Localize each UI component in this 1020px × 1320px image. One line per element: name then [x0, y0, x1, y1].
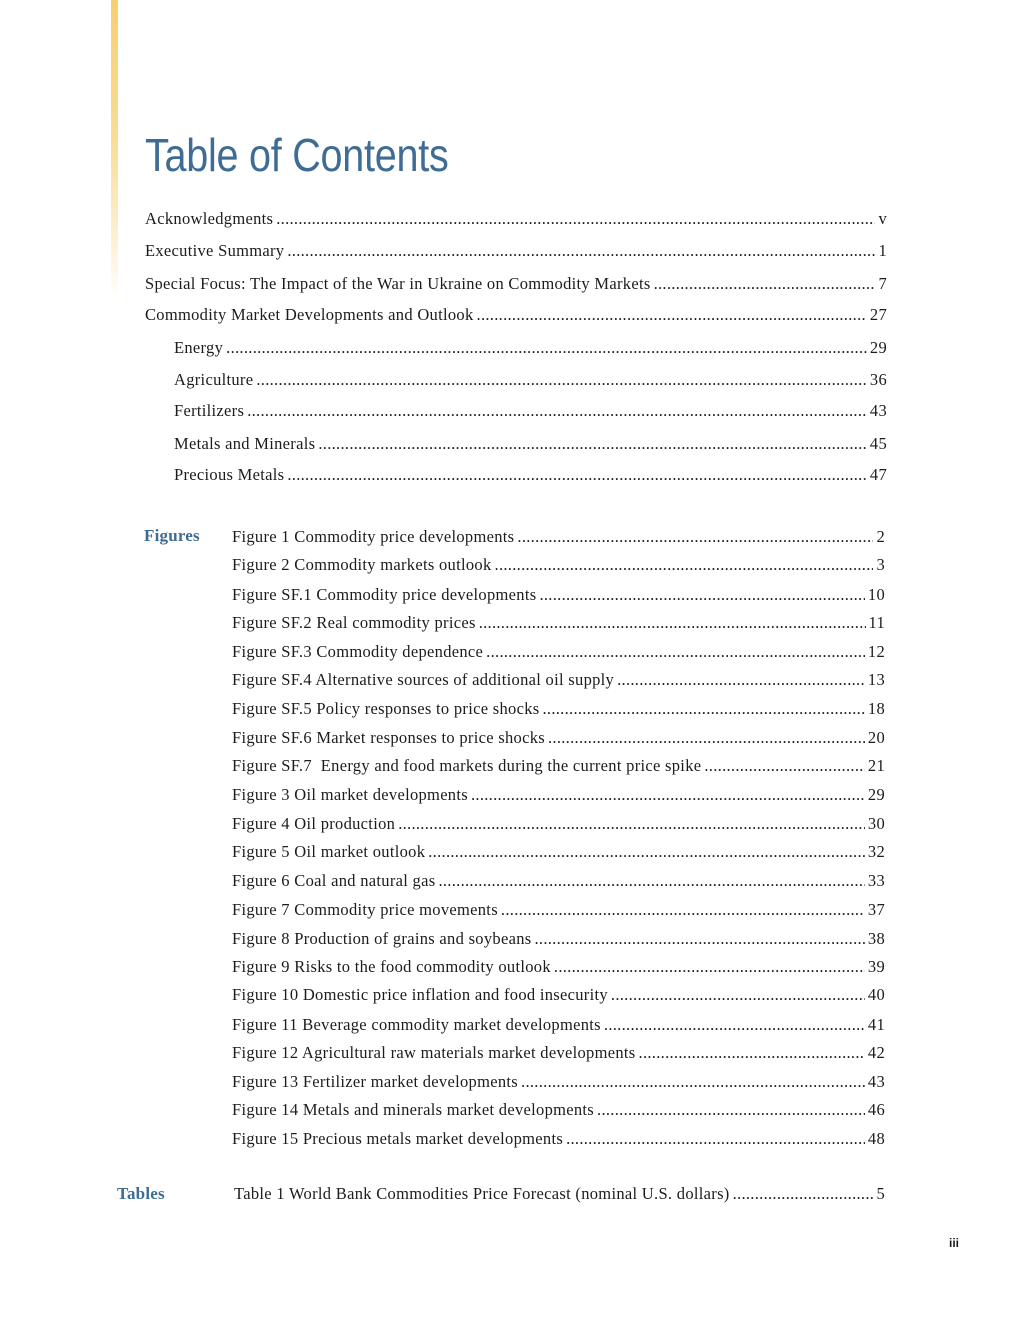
toc-entry-label: Commodity Market Developments and Outlook [145, 305, 474, 324]
toc-entry-special-focus[interactable] [145, 273, 887, 295]
figure-entry-page: 32 [867, 842, 885, 861]
dot-leader [477, 304, 867, 326]
figure-entry[interactable] [232, 526, 885, 548]
figure-entry[interactable] [232, 1042, 885, 1064]
figure-entry[interactable] [232, 1128, 885, 1150]
figure-entry-label: Figure 15 Precious metals market developments [232, 1129, 564, 1148]
figure-entry-label: Figure SF.5 Policy responses to price shocks [232, 699, 540, 718]
dot-leader [704, 755, 865, 777]
figure-entry[interactable] [232, 755, 885, 777]
dot-leader [639, 1042, 865, 1064]
dot-leader [495, 554, 874, 576]
toc-entry-page: v [878, 209, 887, 228]
figure-entry-label: Figure SF.4 Alternative sources of additional oil supply [232, 670, 615, 689]
figure-entry-label: Figure 9 Risks to the food commodity outlook [232, 957, 551, 976]
dot-leader [604, 1014, 865, 1036]
dot-leader [287, 240, 875, 262]
figure-entry-label: Figure SF.7 Energy and food markets during the current price spike [232, 756, 702, 775]
figure-entry-page: 33 [867, 871, 885, 890]
dot-leader [548, 727, 865, 749]
toc-entry-acknowledgments[interactable] [145, 208, 887, 230]
table-entry-page: 5 [876, 1184, 885, 1203]
figure-entry-page: 38 [867, 929, 885, 948]
toc-entry-label: Precious Metals [174, 465, 285, 484]
figure-entry-label: Figure 12 Agricultural raw materials market developments [232, 1043, 636, 1062]
toc-entry-label: Energy [174, 338, 224, 357]
figure-entry-page: 39 [867, 957, 885, 976]
figure-entry[interactable] [232, 584, 885, 606]
figure-entry-label: Figure 3 Oil market developments [232, 785, 468, 804]
toc-entry-page: 36 [869, 370, 887, 389]
toc-entry-page: 47 [869, 465, 887, 484]
toc-entry-label: Metals and Minerals [174, 434, 316, 453]
figure-entry[interactable] [232, 641, 885, 663]
toc-entry-label: Special Focus: The Impact of the War in Ukraine on Commodity Markets [145, 274, 651, 293]
figure-entry[interactable] [232, 1071, 885, 1093]
dot-leader [733, 1183, 874, 1205]
toc-entry-market-developments[interactable] [145, 304, 887, 326]
figure-entry-page: 10 [867, 585, 885, 604]
toc-entry-label: Agriculture [174, 370, 254, 389]
figures-heading: Figures [144, 526, 200, 545]
dot-leader [597, 1099, 865, 1121]
dot-leader [501, 899, 865, 921]
dot-leader [517, 526, 873, 548]
toc-entry-page: 27 [869, 305, 887, 324]
figure-entry-page: 18 [867, 699, 885, 718]
figure-entry[interactable] [232, 554, 885, 576]
figure-entry[interactable] [232, 841, 885, 863]
figure-entry-label: Figure 7 Commodity price movements [232, 900, 498, 919]
dot-leader [654, 273, 876, 295]
figure-entry-label: Figure 13 Fertilizer market developments [232, 1072, 519, 1091]
dot-leader [471, 784, 865, 806]
dot-leader [617, 669, 865, 691]
figure-entry[interactable] [232, 669, 885, 691]
dot-leader [438, 870, 864, 892]
figure-entry[interactable] [232, 899, 885, 921]
table-entry-label: Table 1 World Bank Commodities Price Forecast (nominal U.S. dollars) [234, 1184, 730, 1203]
figure-entry-page: 48 [867, 1129, 885, 1148]
toc-entry-fertilizers[interactable] [174, 400, 887, 422]
figure-entry-page: 3 [876, 555, 885, 574]
figure-entry-page: 11 [868, 613, 885, 632]
page-title: Table of Contents [145, 129, 449, 181]
toc-entry-metals-minerals[interactable] [174, 433, 887, 455]
figure-entry-label: Figure 5 Oil market outlook [232, 842, 426, 861]
toc-entry-label: Executive Summary [145, 241, 285, 260]
figure-entry-label: Figure SF.3 Commodity dependence [232, 642, 484, 661]
dot-leader [542, 698, 864, 720]
figure-entry-page: 40 [867, 985, 885, 1004]
figure-entry-page: 37 [867, 900, 885, 919]
figure-entry-label: Figure 4 Oil production [232, 814, 396, 833]
dot-leader [318, 433, 867, 455]
toc-entry-label: Fertilizers [174, 401, 245, 420]
dot-leader [479, 612, 866, 634]
figure-entry-label: Figure SF.1 Commodity price developments [232, 585, 537, 604]
figure-entry-label: Figure SF.6 Market responses to price shocks [232, 728, 545, 747]
figure-entry-page: 12 [867, 642, 885, 661]
toc-entry-executive-summary[interactable] [145, 240, 887, 262]
toc-entry-page: 43 [869, 401, 887, 420]
dot-leader [287, 464, 867, 486]
dot-leader [428, 841, 865, 863]
toc-entry-agriculture[interactable] [174, 369, 887, 391]
figure-entry[interactable] [232, 813, 885, 835]
dot-leader [554, 956, 865, 978]
figure-entry-page: 46 [867, 1100, 885, 1119]
dot-leader [534, 928, 864, 950]
figure-entry-label: Figure 1 Commodity price developments [232, 527, 515, 546]
figure-entry[interactable] [232, 870, 885, 892]
figure-entry[interactable] [232, 928, 885, 950]
table-entry[interactable] [234, 1183, 885, 1205]
dot-leader [566, 1128, 865, 1150]
figure-entry[interactable] [232, 1099, 885, 1121]
figure-entry-label: Figure 14 Metals and minerals market developments [232, 1100, 595, 1119]
figure-entry-page: 29 [867, 785, 885, 804]
figure-entry-page: 2 [876, 527, 885, 546]
dot-leader [611, 984, 865, 1006]
figure-entry[interactable] [232, 956, 885, 978]
figure-entry-page: 42 [867, 1043, 885, 1062]
figure-entry-page: 13 [867, 670, 885, 689]
toc-entry-energy[interactable] [174, 337, 887, 359]
figure-entry-page: 30 [867, 814, 885, 833]
figure-entry-label: Figure 11 Beverage commodity market developments [232, 1015, 601, 1034]
dot-leader [256, 369, 867, 391]
toc-entry-page: 7 [878, 274, 887, 293]
dot-leader [276, 208, 875, 230]
figure-entry[interactable] [232, 1014, 885, 1036]
dot-leader [521, 1071, 865, 1093]
dot-leader [226, 337, 867, 359]
accent-bar [111, 0, 118, 300]
figure-entry-label: Figure 2 Commodity markets outlook [232, 555, 492, 574]
figure-entry[interactable] [232, 698, 885, 720]
figure-entry[interactable] [232, 612, 885, 634]
figure-entry-page: 43 [867, 1072, 885, 1091]
dot-leader [247, 400, 867, 422]
dot-leader [398, 813, 865, 835]
figure-entry-page: 41 [867, 1015, 885, 1034]
toc-entry-page: 45 [869, 434, 887, 453]
toc-entry-page: 29 [869, 338, 887, 357]
dot-leader [539, 584, 864, 606]
figure-entry[interactable] [232, 784, 885, 806]
figure-entry-label: Figure 6 Coal and natural gas [232, 871, 436, 890]
figure-entry-page: 21 [867, 756, 885, 775]
figure-entry-label: Figure 8 Production of grains and soybeans [232, 929, 532, 948]
figure-entry-page: 20 [867, 728, 885, 747]
figure-entry-label: Figure 10 Domestic price inflation and food insecurity [232, 985, 608, 1004]
toc-entry-page: 1 [878, 241, 887, 260]
page-number: iii [949, 1236, 960, 1250]
figure-entry[interactable] [232, 984, 885, 1006]
figure-entry[interactable] [232, 727, 885, 749]
toc-entry-precious-metals[interactable] [174, 464, 887, 486]
tables-heading: Tables [117, 1184, 165, 1203]
dot-leader [486, 641, 865, 663]
toc-entry-label: Acknowledgments [145, 209, 274, 228]
figure-entry-label: Figure SF.2 Real commodity prices [232, 613, 476, 632]
